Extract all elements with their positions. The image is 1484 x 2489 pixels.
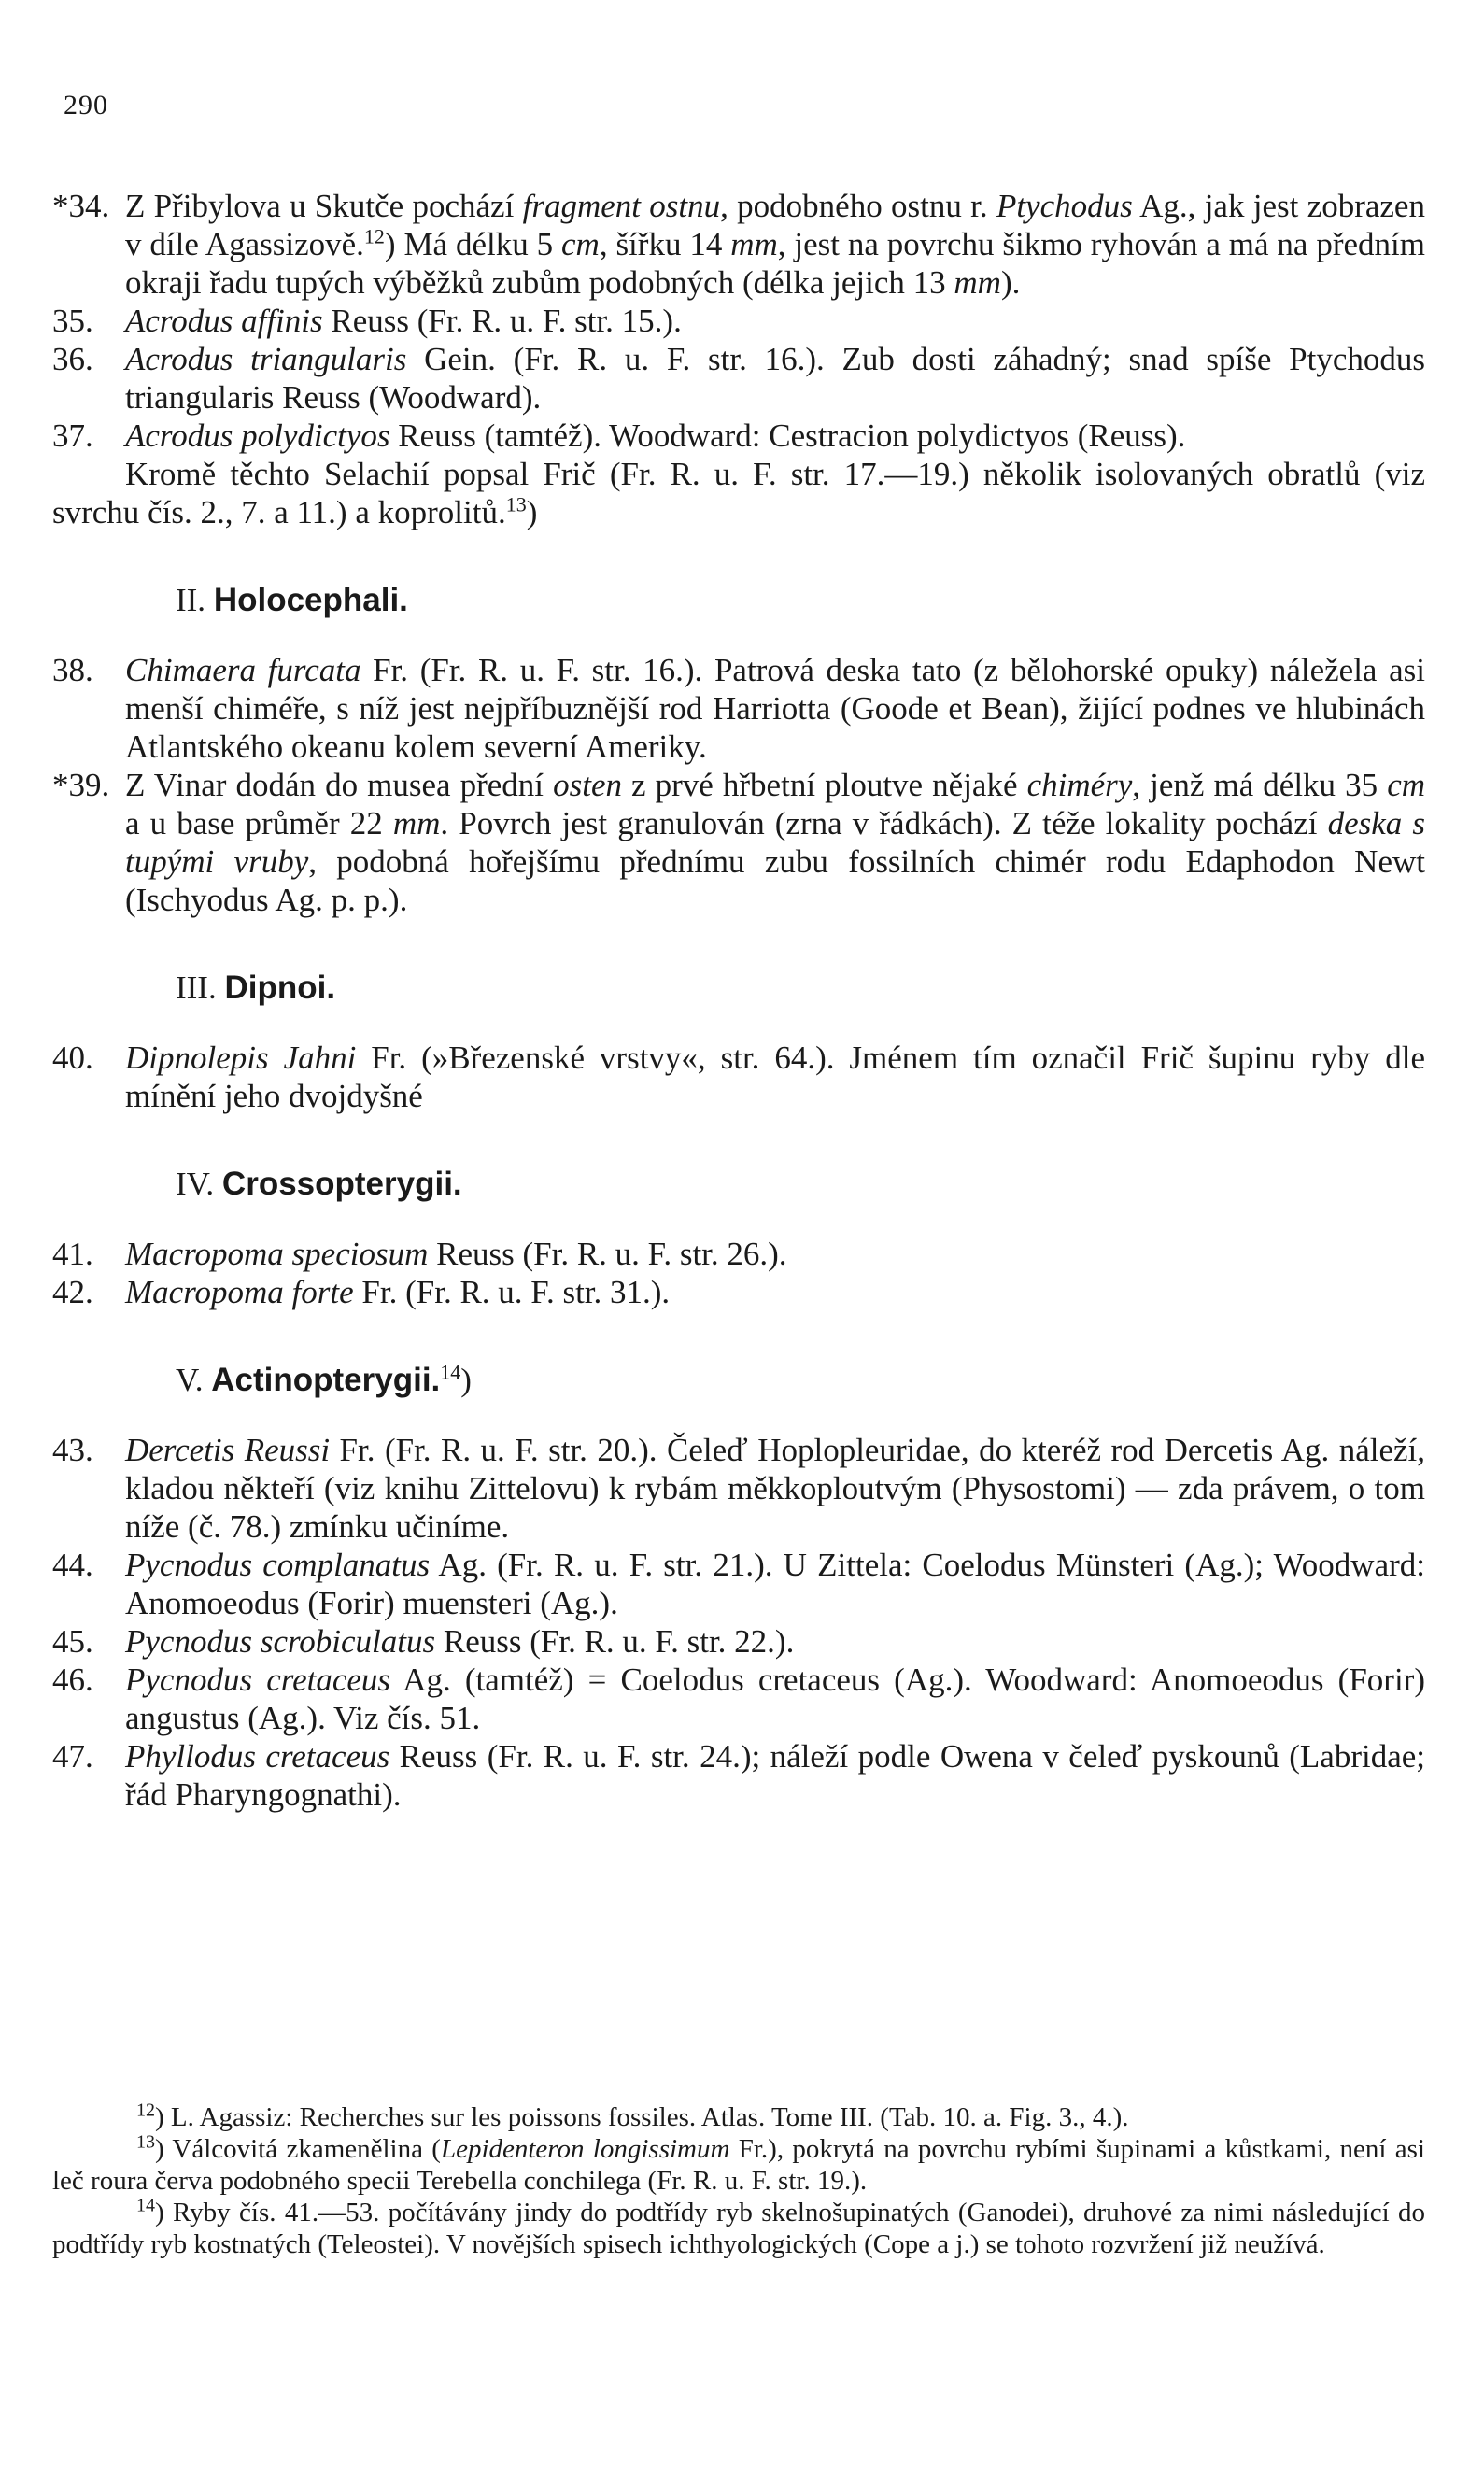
- footnote-marker: 13: [136, 2131, 155, 2153]
- entry-list-iii: [52, 1039, 1425, 1115]
- italic-text: Acrodus polydictyos: [125, 417, 390, 454]
- section-numeral: IV.: [176, 1166, 215, 1202]
- entry-number: 40.: [52, 1039, 93, 1076]
- entry-number: 46.: [52, 1662, 93, 1698]
- entry: [52, 1661, 1425, 1737]
- text-run: Fr. (Fr. R. u. F. str. 31.).: [353, 1274, 671, 1310]
- text-run: Ag., jak jest zobrazen v díle Agassizově.: [125, 188, 1425, 262]
- text-run: z prvé hřbetní ploutve nějaké: [621, 767, 1027, 803]
- text-run: ): [526, 494, 538, 530]
- footnote: [52, 2101, 1425, 2133]
- entry-number: 37.: [52, 417, 93, 454]
- footnote-marker: 12: [136, 2100, 155, 2121]
- entry-number: 38.: [52, 652, 93, 688]
- italic-text: chiméry: [1026, 767, 1133, 803]
- text-run: , jest na povrchu šikmo ryhován a má na předním okraji řadu tupých výběžků zubům podobných (délka jejich 13: [125, 226, 1425, 301]
- italic-text: Pycnodus complanatus: [125, 1547, 431, 1583]
- italic-text: Dercetis Reussi: [125, 1432, 331, 1468]
- footnote: [52, 2197, 1425, 2260]
- entry: [52, 1622, 1425, 1661]
- text-run: Fr. (Fr. R. u. F. str. 16.). Patrová deska tato (z bělohorské opuky) náležela asi menší chiméře, s níž jest nejpříbuznější rod Harriotta (Goode et Bean), žijící podnes ve hlubinách Atlantského okeanu kolem severní Ameriky.: [125, 652, 1425, 765]
- entry: [52, 651, 1425, 766]
- italic-text: Dipnolepis Jahni: [125, 1039, 357, 1076]
- entry-number: 43.: [52, 1432, 93, 1468]
- entry-number: 45.: [52, 1623, 93, 1660]
- text-run: Reuss (Fr. R. u. F. str. 24.); náleží podle Owena v čeleď pyskounů (Labridae; řád Pharyngognathi).: [125, 1738, 1426, 1813]
- entry: [52, 1039, 1425, 1115]
- text-run: Reuss (Fr. R. u. F. str. 22.).: [435, 1623, 795, 1660]
- italic-text: mm: [730, 226, 778, 262]
- entry-number: 41.: [52, 1236, 93, 1272]
- text-run: Ag. (Fr. R. u. F. str. 21.). U Zittela: Coelodus Münsteri (Ag.); Woodward: Anomoeodus (Forir) muensteri (Ag.).: [125, 1547, 1425, 1621]
- italic-text: Pycnodus scrobiculatus: [125, 1623, 436, 1660]
- text-run: Fr. (»Březenské vrstvy«, str. 64.). Jménem tím označil Frič šupinu ryby dle mínění jeho dvojdyšné: [125, 1039, 1425, 1114]
- italic-text: cm: [1387, 767, 1425, 803]
- footnote-ref: 13: [505, 492, 527, 516]
- text-run: Reuss (tamtéž). Woodward: Cestracion polydictyos (Reuss).: [389, 417, 1186, 454]
- italic-text: Acrodus triangularis: [125, 341, 407, 377]
- entry-list-i: [52, 187, 1425, 455]
- italic-text: osten: [553, 767, 622, 803]
- entry: [52, 766, 1425, 919]
- italic-text: Macropoma speciosum: [125, 1236, 429, 1272]
- footnote: [52, 2133, 1425, 2197]
- text-run: ) Ryby čís. 41.—53. počítávány jindy do podtřídy ryb skelnošupinatých (Ganodei), druhové za nimi následující do podtřídy ryb kostnatých (Teleostei). V novějších spisech ichthyologických (Cope a j.) se tohoto rozvržení již neužívá.: [52, 2198, 1425, 2259]
- entry-number: *34.: [52, 188, 110, 224]
- main-text: [52, 187, 1425, 1814]
- section-heading-actinopterygii: V. Actinopterygii.$^{14}$): [176, 1360, 472, 1398]
- entry: [52, 417, 1425, 455]
- text-run: , podobná hořejšímu přednímu zubu fossilních chimér rodu Edaphodon Newt (Ischyodus Ag. p. p.).: [125, 843, 1425, 918]
- text-run: Reuss (Fr. R. u. F. str. 26.).: [428, 1236, 787, 1272]
- section-heading-holocephali: [52, 581, 1425, 619]
- section-heading-crossopterygii: [52, 1165, 1425, 1203]
- italic-text: fragment ostnu: [522, 188, 721, 224]
- italic-text: Acrodus affinis: [125, 303, 323, 339]
- entry: [52, 302, 1425, 340]
- paragraph: [52, 455, 1425, 531]
- entry: [52, 1235, 1425, 1273]
- italic-text: Ptychodus: [996, 188, 1133, 224]
- entry: [52, 1431, 1425, 1546]
- section-numeral: III.: [176, 969, 217, 1006]
- text-run: a u base průměr 22: [125, 805, 393, 841]
- entry-number: 35.: [52, 303, 93, 339]
- footnote-ref: 14: [440, 1360, 461, 1384]
- entry-number: 36.: [52, 341, 93, 377]
- section-heading-dipnoi: [52, 969, 1425, 1007]
- text-run: ) L. Agassiz: Recherches sur les poissons fossiles. Atlas. Tome III. (Tab. 10. a. Fig. 3., 4.).: [155, 2102, 1129, 2132]
- italic-text: Macropoma forte: [125, 1274, 354, 1310]
- italic-text: Phyllodus cretaceus: [125, 1738, 390, 1775]
- italic-text: Pycnodus cretaceus: [125, 1662, 391, 1698]
- footnote-marker: 14: [136, 2195, 155, 2216]
- entry-list-iv: [52, 1235, 1425, 1311]
- italic-text: mm: [392, 805, 441, 841]
- entry-number: 47.: [52, 1738, 93, 1775]
- italic-text: deska s tupými vruby: [125, 805, 1425, 880]
- entry-list-v: [52, 1431, 1425, 1814]
- entry-number: *39.: [52, 767, 110, 803]
- text-run: Reuss (Fr. R. u. F. str. 15.).: [322, 303, 682, 339]
- text-run: ) Válcovitá zkamenělina (: [155, 2134, 441, 2164]
- entry-number: 42.: [52, 1274, 93, 1310]
- section-title: Crossopterygii.: [221, 1166, 462, 1202]
- text-run: ) Má délku 5: [384, 226, 561, 262]
- entry-list-ii: [52, 651, 1425, 919]
- text-run: Z Vinar dodán do musea přední: [125, 767, 554, 803]
- section-numeral: V.: [176, 1362, 204, 1398]
- section-title: Dipnoi.: [224, 969, 336, 1006]
- text-run: , podobného ostnu r.: [720, 188, 996, 224]
- italic-text: mm: [954, 264, 1001, 301]
- entry: [52, 1546, 1425, 1622]
- text-run: , jenž má délku 35: [1132, 767, 1388, 803]
- text-run: Kromě těchto Selachií popsal Frič (Fr. R. u. F. str. 17.—19.) několik isolovaných obratlů (viz svrchu čís. 2., 7. a 11.) a koprolitů.: [52, 456, 1425, 530]
- text-run: ).: [1000, 264, 1021, 301]
- section-title: Actinopterygii.: [211, 1362, 441, 1398]
- entry: [52, 187, 1425, 302]
- entry: [52, 1737, 1425, 1814]
- italic-text: cm: [561, 226, 600, 262]
- italic-text: Lepidenteron longissimum: [440, 2134, 730, 2164]
- page-number: 290: [64, 90, 108, 120]
- text-run: Ag. (tamtéž) = Coelodus cretaceus (Ag.). Woodward: Anomoeodus (Forir) angustus (Ag.). Viz čís. 51.: [125, 1662, 1425, 1736]
- text-run: Fr. (Fr. R. u. F. str. 20.). Čeleď Hoplopleuridae, do kteréž rod Dercetis Ag. náleží, kladou někteří (viz knihu Zittelovu) k rybám měkkoploutvým (Physostomi) — zda právem, o tom níže (č. 78.) zmínku učiníme.: [125, 1432, 1425, 1545]
- section-numeral: II.: [176, 582, 206, 618]
- entry: [52, 1273, 1425, 1311]
- footnotes: [52, 2101, 1425, 2260]
- text-run: , šířku 14: [599, 226, 731, 262]
- footnote-ref: 12: [363, 224, 385, 248]
- italic-text: Chimaera furcata: [125, 652, 361, 688]
- entry: [52, 340, 1425, 417]
- text-run: Fr.), pokrytá na povrchu rybími šupinami a kůstkami, není asi leč roura červa podobného specii Terebella conchilega (Fr. R. u. F. str. 19.).: [52, 2134, 1425, 2196]
- text-run: Gein. (Fr. R. u. F. str. 16.). Zub dosti záhadný; snad spíše Ptychodus triangularis Reuss (Woodward).: [125, 341, 1425, 416]
- text-run: Z Přibylova u Skutče pochází: [125, 188, 523, 224]
- text-run: . Povrch jest granulován (zrna v řádkách). Z téže lokality pochází: [440, 805, 1328, 841]
- section-title: Holocephali.: [213, 582, 408, 618]
- entry-number: 44.: [52, 1547, 93, 1583]
